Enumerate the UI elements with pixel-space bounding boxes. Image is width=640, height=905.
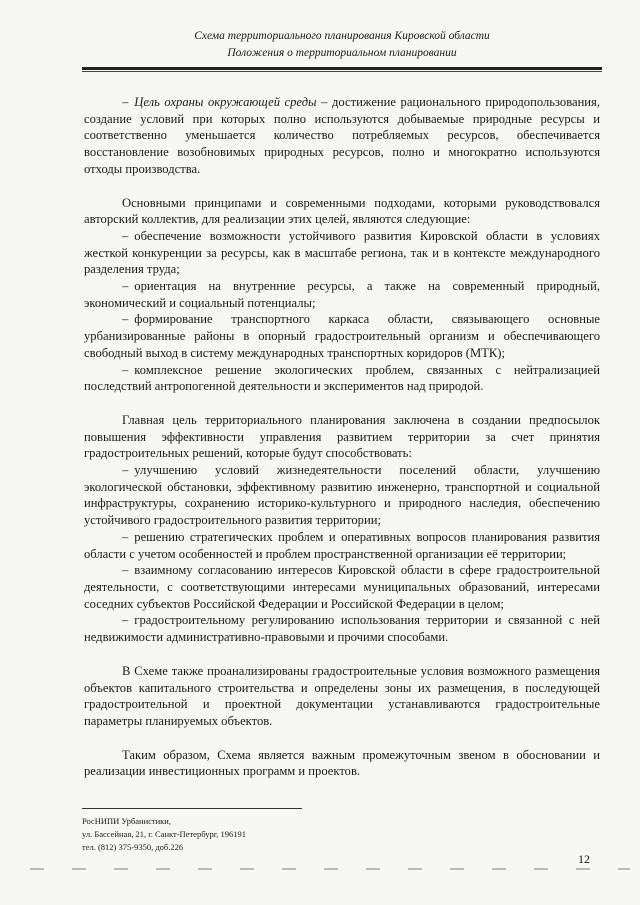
environment-goal-item: – Цель охраны окружающей среды – достижение рационального природопользования, создание условий при которых полно используются добываемые природные ресурсы и соответственно уменьшается количество потребляемых ресурсов, обеспечивается восстановление возобновимых природных ресурсов, полно и многократно используются отходы производства. — [84, 95, 600, 176]
footer-address — [82, 815, 382, 854]
list-item: – градостроительному регулированию использования территории и связанной с ней недвижимости административно-правовыми и прочими способами. — [84, 613, 600, 645]
environment-goal-text: – достижение рационального природопользования, создание условий при которых полно используются добываемые природные ресурсы и соответственно уменьшается количество потребляемых ресурсов, обеспечивается восстановление возобновимых природных ресурсов, полно и многократно используются отходы производства. — [84, 95, 600, 176]
document-body — [84, 94, 600, 780]
header-rule-thick — [82, 67, 602, 70]
header-subtitle: Положения о территориальном планировании — [227, 47, 457, 59]
footer-rule — [82, 808, 302, 809]
principles-intro: Основными принципами и современными подходами, которыми руководствовался авторский коллектив, для реализации этих целей, являются следующие: — [84, 195, 600, 227]
list-item: – решению стратегических проблем и оперативных вопросов планирования развития области с учетом особенностей и проблем пространственной организации её территории; — [84, 529, 600, 561]
header-title: Схема территориального планирования Кировской области — [194, 30, 490, 42]
header-rule-thin — [82, 71, 602, 72]
list-item: – обеспечение возможности устойчивого развития Кировской области в условиях жесткой конкуренции за ресурсы, как в масштабе региона, так и в контексте международного разделения труда; — [84, 228, 600, 277]
footer-street: ул. Бассейная, 21, г. Санкт-Петербург, 196191 — [82, 829, 246, 839]
conclusion-paragraph: Таким образом, Схема является важным промежуточным звеном в обосновании и реализации инвестиционных программ и проектов. — [84, 747, 600, 779]
footer-phone: тел. (812) 375-9350, доб.226 — [82, 842, 184, 852]
page-number: 12 — [578, 852, 590, 866]
list-item: – улучшению условий жизнедеятельности поселений области, улучшению экологической обстановки, эффективному развитию инженерно, транспортной и социальной инфраструктуры, сохранению историко-культурного и природного наследия, обеспечению устойчивого градостроительного развития территории; — [84, 463, 600, 528]
list-item: – формирование транспортного каркаса области, связывающего основные урбанизированные районы в опорный градостроительный организм и обеспечивающего свободный выход в систему международных транспортных коридоров (МТК); — [84, 312, 600, 360]
scheme-paragraph: В Схеме также проанализированы градостроительные условия возможного размещения объектов капитального строительства и определены зоны их размещения, в последующей градостроительной и проектной документации устанавливаются градостроительные параметры планируемых объектов. — [84, 663, 600, 728]
list-item: – ориентация на внутренние ресурсы, а также на современный природный, экономический и социальный потенциалы; — [84, 279, 600, 310]
running-header — [82, 28, 602, 62]
goal-intro: Главная цель территориального планирования заключена в создании предпосылок повышения эффективности управления развитием территории за счет принятия градостроительных решений, которые будут способствовать: — [84, 412, 600, 461]
environment-goal-lead: Цель охраны окружающей среды — [134, 95, 317, 109]
scan-artifact-dashes — [30, 868, 630, 870]
list-item: – взаимному согласованию интересов Кировской области в сфере градостроительной деятельности, с соответствующими интересами муниципальных образований, интересами соседних субъектов Российской Федерации и Российской Федерации в целом; — [84, 563, 600, 611]
footer-org: РосНИПИ Урбанистики, — [82, 816, 171, 826]
list-item: – комплексное решение экологических проблем, связанных с нейтрализацией последствий антропогенной деятельности и экспериментов над природой. — [84, 362, 600, 394]
